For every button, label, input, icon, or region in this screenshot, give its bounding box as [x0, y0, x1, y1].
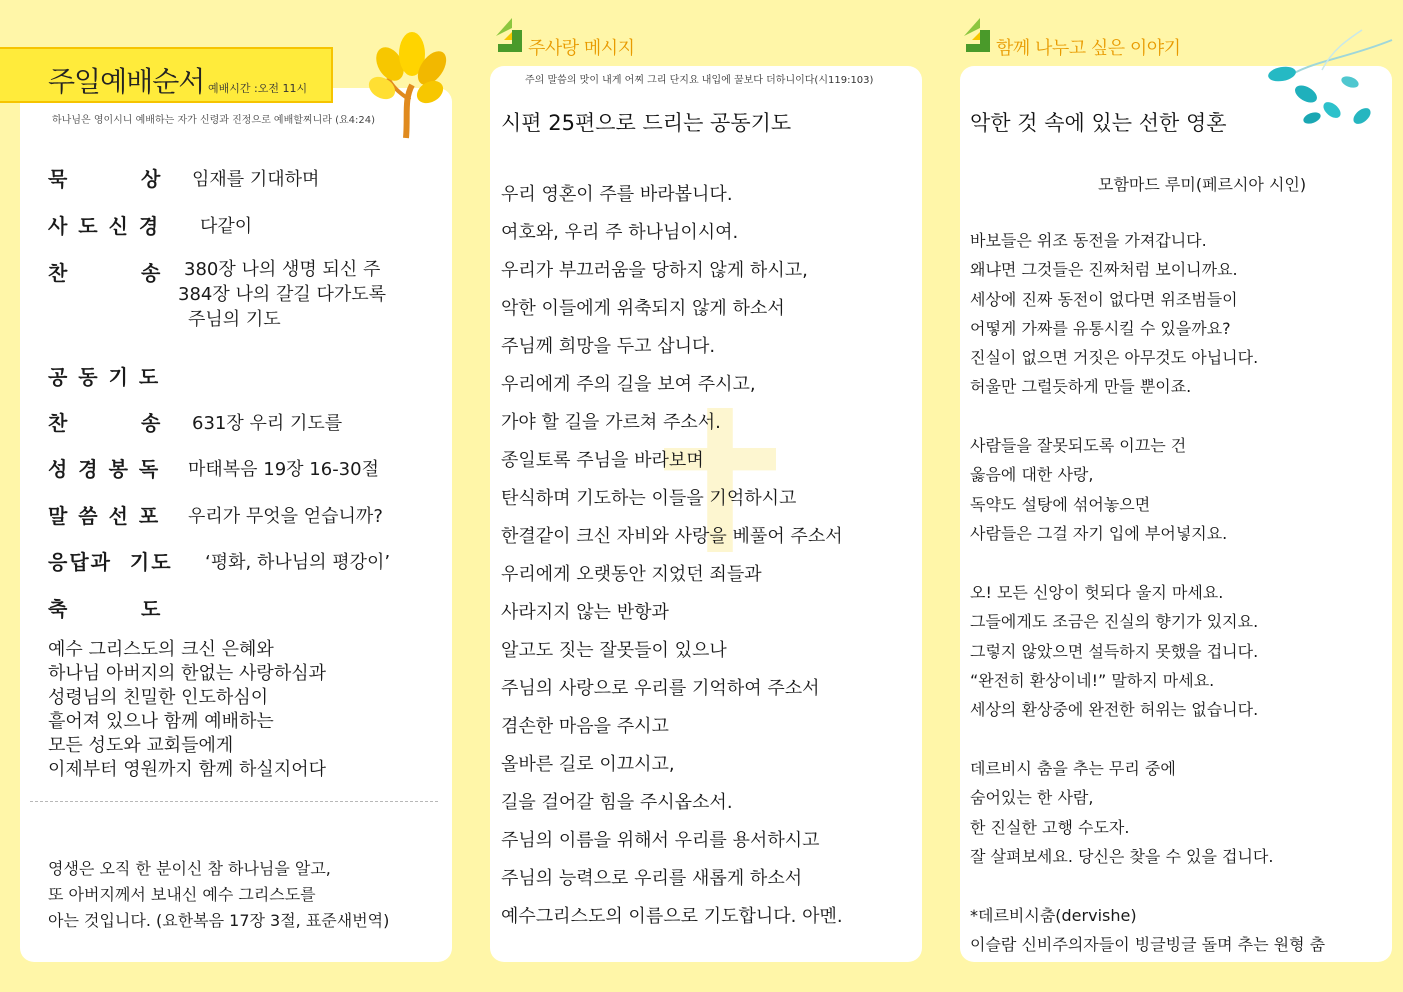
prayer-line: 예수그리스도의 이름으로 기도합니다. 아멘. [501, 906, 843, 927]
message-subtitle: 주의 말씀의 맛이 내게 어찌 그리 단지요 내입에 꿀보다 더하니이다(시119:103) [525, 75, 874, 86]
order-label: 찬 송 [48, 261, 163, 285]
order-value: ‘평화, 하나님의 평강이’ [205, 552, 391, 573]
prayer-line: 사라지지 않는 반항과 [501, 602, 669, 623]
leaf-ornament-icon [1262, 20, 1396, 132]
poem-line: 사람들은 그걸 자기 입에 부어넣지요. [970, 523, 1228, 543]
order-value: 우리가 무엇을 얻습니까? [188, 506, 383, 527]
poem-line: 세상의 환상중에 완전한 허위는 없습니다. [970, 700, 1259, 720]
prayer-line: 여호와, 우리 주 하나님이시여. [501, 222, 739, 243]
prayer-line: 우리 영혼이 주를 바라봅니다. [501, 184, 733, 205]
order-row-hymn [48, 257, 162, 286]
poem-stanza-1 [970, 226, 1258, 402]
hymn-line: 384장 나의 갈길 다가도록 [178, 284, 387, 305]
prayer-title: 시편 25편으로 드리는 공동기도 [501, 111, 792, 135]
order-label: 사 도 신 경 [48, 214, 161, 238]
poem-line: 진실이 없으면 거짓은 아무것도 아닙니다. [970, 348, 1259, 368]
benediction-line: 하나님 아버지의 한없는 사랑하심과 [48, 663, 326, 684]
benediction-text [48, 638, 326, 782]
story-heading: 함께 나누고 싶은 이야기 [996, 38, 1181, 59]
benediction-line: 모든 성도와 교회들에게 [48, 735, 234, 756]
hymn-list [178, 257, 387, 332]
page-title: 주일예배순서 [48, 65, 205, 98]
tree-icon [368, 30, 450, 140]
poem-stanza-4 [970, 754, 1273, 871]
poem-line: 세상에 진짜 동전이 없다면 위조범들이 [970, 289, 1238, 309]
poem-line: 독약도 설탕에 섞어놓으면 [970, 494, 1151, 514]
order-value: 임재를 기대하며 [192, 169, 320, 190]
closing-line: 아는 것입니다. (요한복음 17장 3절, 표준새번역) [48, 911, 390, 930]
poem-line: 옳음에 대한 사랑, [970, 465, 1094, 485]
hymn-line: 380장 나의 생명 되신 주 [184, 259, 381, 280]
prayer-line: 우리에게 오랫동안 지었던 죄들과 [501, 564, 762, 585]
order-row-creed [48, 210, 160, 239]
footnote-line: *데르비시춤(dervishe) [970, 906, 1137, 925]
prayer-line: 가야 할 길을 가르쳐 주소서. [501, 412, 721, 433]
order-row-reading [48, 453, 160, 482]
prayer-line: 우리에게 주의 길을 보여 주시고, [501, 374, 756, 395]
benediction-line: 흩어져 있으나 함께 예배하는 [48, 711, 274, 732]
prayer-line: 알고도 짓는 잘못들이 있으나 [501, 640, 727, 661]
service-time: 예배시간 :오전 11시 [208, 82, 308, 95]
order-label: 성 경 봉 독 [48, 457, 161, 481]
order-row-benediction [48, 593, 162, 622]
prayer-line: 종일토록 주님을 바라보며 [501, 450, 704, 471]
story-title: 악한 것 속에 있는 선한 영혼 [970, 111, 1227, 135]
order-row-meditation [48, 163, 162, 192]
poem-line: 어떻게 가짜를 유통시킬 수 있을까요? [970, 318, 1231, 338]
poem-stanza-3 [970, 578, 1258, 724]
order-row-response [48, 546, 173, 575]
closing-verse [48, 856, 389, 934]
divider [30, 801, 438, 802]
footnote [970, 901, 1325, 960]
poem-line: 그렇지 않았으면 설득하지 못했을 겁니다. [970, 641, 1259, 661]
footnote-line: 이슬람 신비주의자들이 빙글빙글 돌며 추는 원형 춤 [970, 935, 1326, 955]
poem-line: 숨어있는 한 사람, [970, 788, 1094, 808]
poem-line: 사람들을 잘못되도록 이끄는 건 [970, 436, 1187, 455]
benediction-line: 이제부터 영원까지 함께 하실지어다 [48, 759, 326, 780]
prayer-line: 우리가 부끄러움을 당하지 않게 하시고, [501, 260, 808, 281]
prayer-line: 겸손한 마음을 주시고 [501, 716, 669, 737]
poem-line: 바보들은 위조 동전을 가져갑니다. [970, 231, 1207, 250]
prayer-line: 악한 이들에게 위축되지 않게 하소서 [501, 298, 785, 319]
poem-line: 잘 살펴보세요. 당신은 찾을 수 있을 겁니다. [970, 846, 1274, 866]
order-value: 다같이 [200, 216, 253, 237]
order-label: 공 동 기 도 [48, 365, 161, 389]
poem-line: 오! 모든 신앙이 헛되다 울지 마세요. [970, 583, 1224, 602]
section-logo-icon [960, 14, 994, 58]
benediction-line: 성령님의 친밀한 인도하심이 [48, 687, 269, 708]
prayer-line: 길을 걸어갈 힘을 주시옵소서. [501, 792, 733, 813]
prayer-line: 주님의 이름을 위해서 우리를 용서하시고 [501, 830, 820, 851]
order-label: 말 씀 선 포 [48, 504, 161, 528]
story-author: 모함마드 루미(페르시아 시인) [1098, 175, 1307, 194]
prayer-line: 주님의 사랑으로 우리를 기억하여 주소서 [501, 678, 820, 699]
prayer-line: 한결같이 크신 자비와 사랑을 베풀어 주소서 [501, 526, 843, 547]
poem-line: 데르비시 춤을 추는 무리 중에 [970, 759, 1176, 778]
poem-line: 왜냐면 그것들은 진짜처럼 보이니까요. [970, 260, 1238, 280]
order-label: 찬 송 [48, 411, 163, 435]
order-value: 631장 우리 기도를 [192, 413, 343, 434]
closing-line: 영생은 오직 한 분이신 참 하나님을 알고, [48, 859, 331, 878]
hymn-line: 주님의 기도 [188, 309, 281, 330]
prayer-line: 주님의 능력으로 우리를 새롭게 하소서 [501, 868, 803, 889]
prayer-line: 올바른 길로 이끄시고, [501, 754, 675, 775]
order-value: 마태복음 19장 16-30절 [188, 459, 379, 480]
poem-line: 허울만 그럴듯하게 만들 뿐이죠. [970, 377, 1192, 397]
order-row-sermon [48, 500, 160, 529]
order-label: 응답과 기도 [48, 550, 173, 574]
poem-stanza-2 [970, 431, 1227, 548]
prayer-line: 주님께 희망을 두고 삽니다. [501, 336, 716, 357]
prayer-line: 탄식하며 기도하는 이들을 기억하시고 [501, 488, 797, 509]
order-row-prayer [48, 361, 160, 390]
poem-line: “완전히 환상이네!” 말하지 마세요. [970, 670, 1215, 690]
benediction-line: 예수 그리스도의 크신 은혜와 [48, 639, 274, 660]
order-label: 묵 상 [48, 167, 163, 191]
order-label: 축 도 [48, 597, 163, 621]
section-logo-icon [492, 14, 526, 58]
prayer-text [501, 176, 843, 936]
poem-line: 한 진실한 고행 수도자. [970, 817, 1130, 837]
poem-line: 그들에게도 조금은 진실의 향기가 있지요. [970, 612, 1259, 632]
order-row-hymn-2 [48, 407, 162, 436]
closing-line: 또 아버지께서 보내신 예수 그리스도를 [48, 885, 316, 904]
message-heading: 주사랑 메시지 [528, 38, 635, 59]
subtitle-verse: 하나님은 영이시니 예배하는 자가 신령과 진정으로 예배할찌니라 (요4:24) [52, 115, 375, 126]
